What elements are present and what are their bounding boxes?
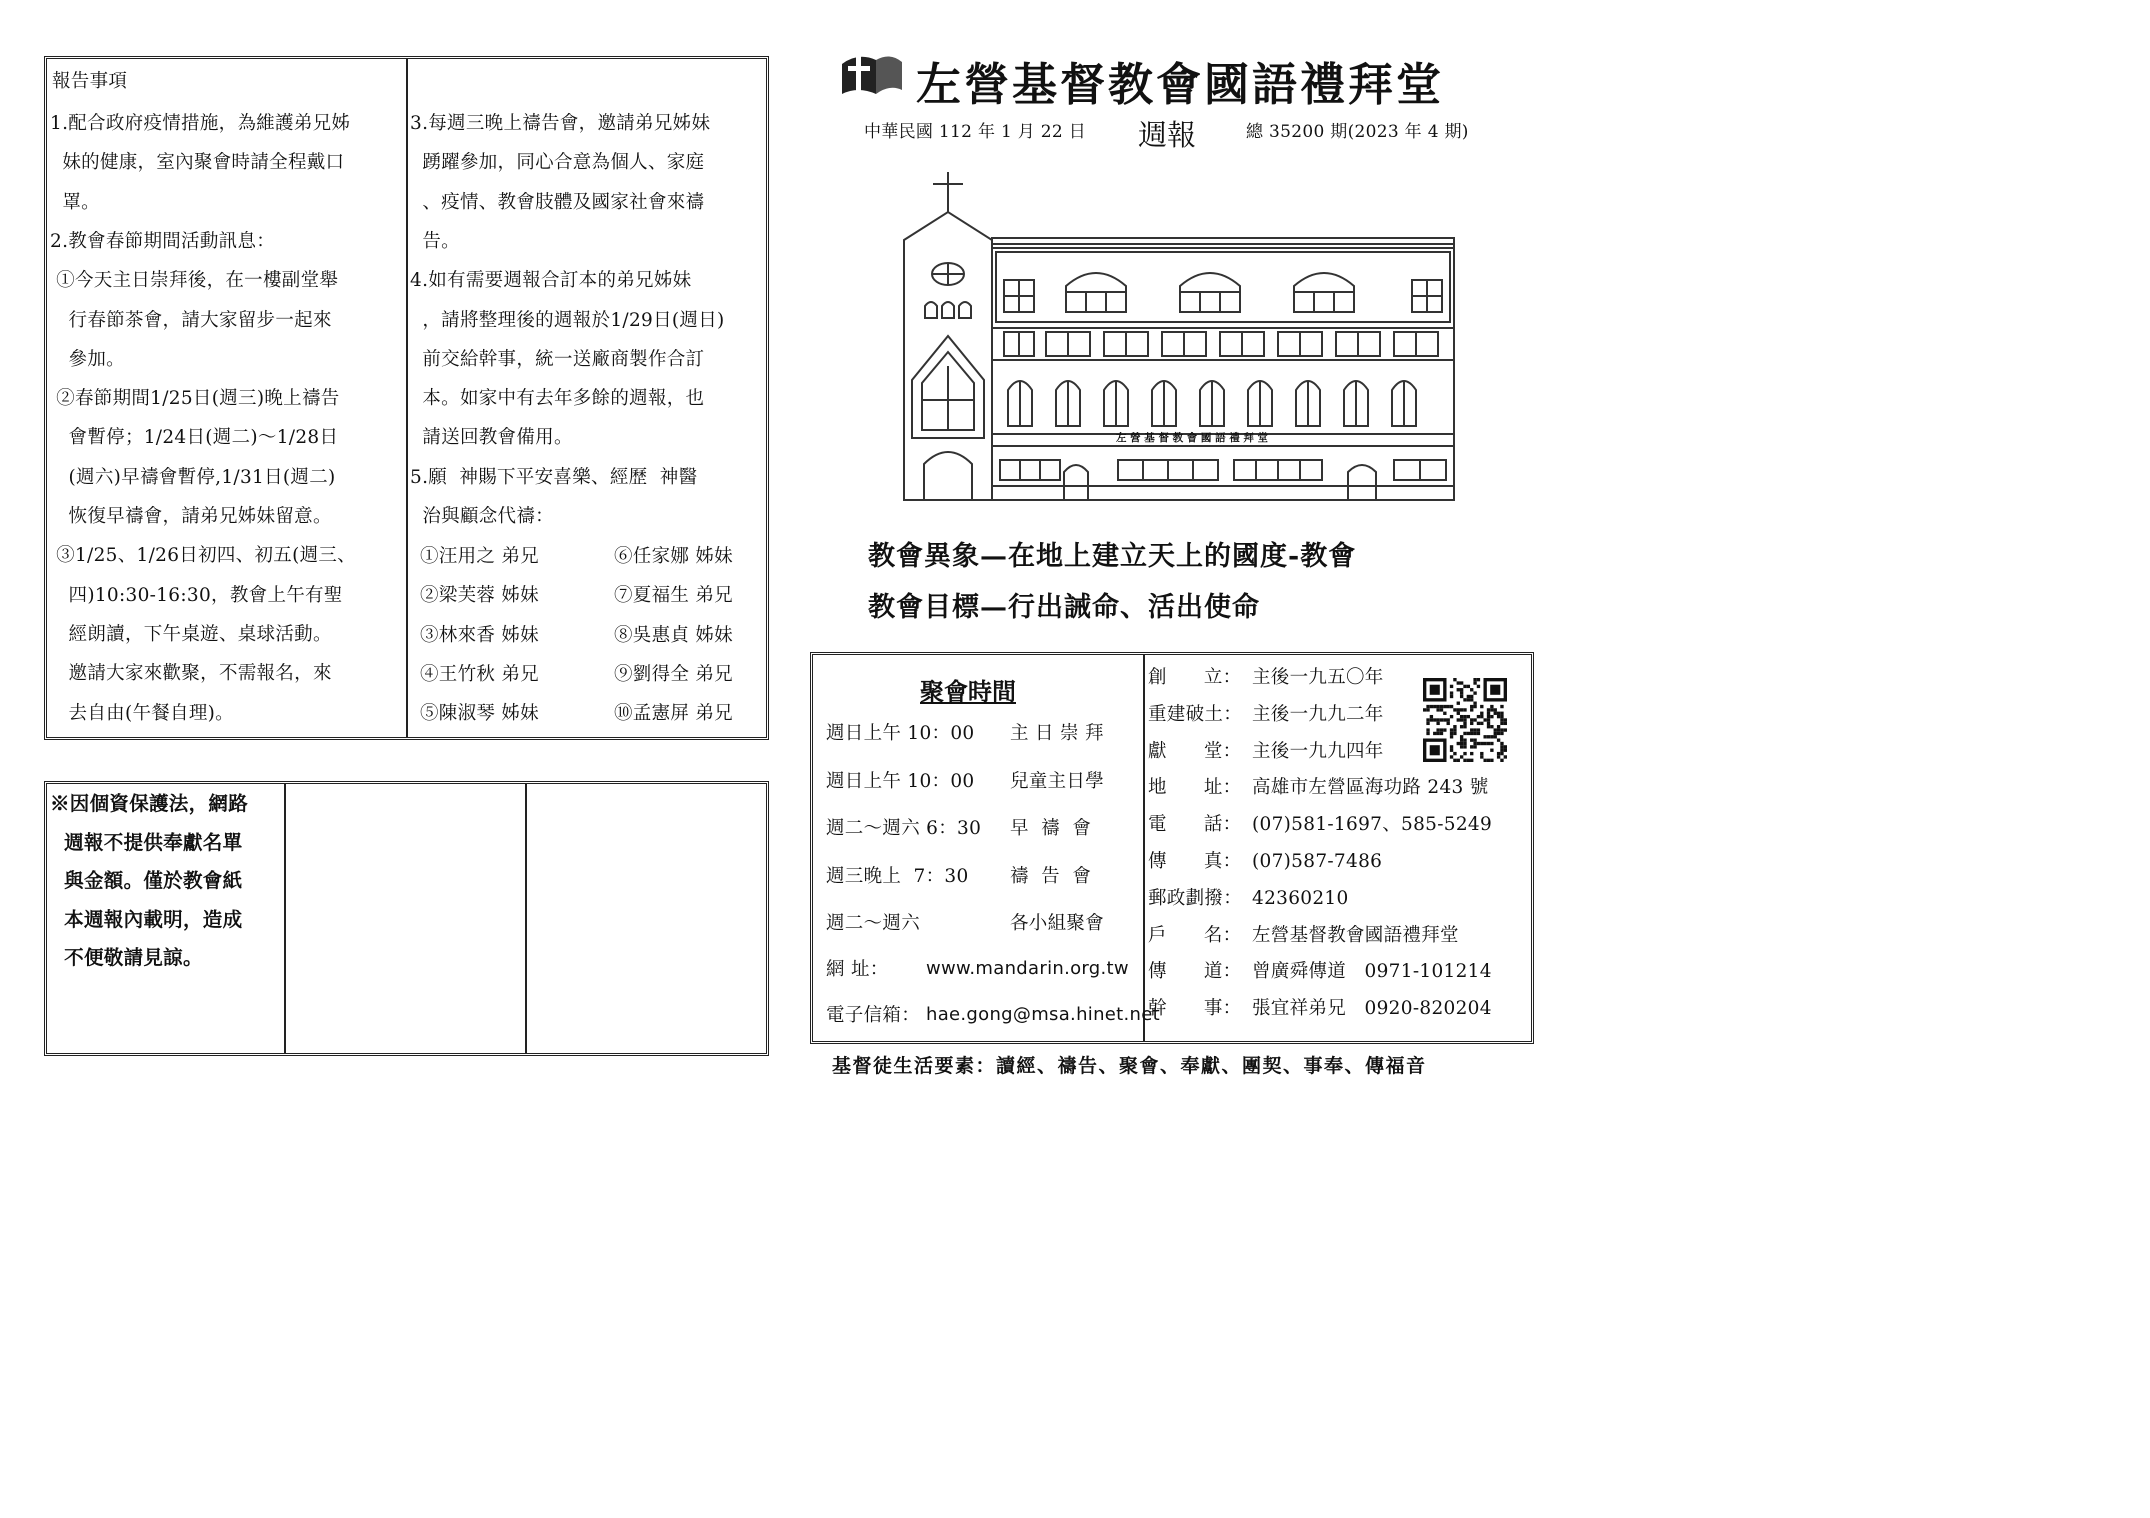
meeting-name: 兒童主日學: [1010, 770, 1105, 792]
announcement-line: 恢復早禱會，請弟兄姊妹留意。: [50, 506, 332, 527]
info-value: 曾廣舜傳道 0971-101214: [1252, 961, 1492, 983]
privacy-note-line: ※因個資保護法，網路: [50, 792, 249, 815]
info-value: 高雄市左營區海功路 243 號: [1252, 777, 1489, 799]
info-label: 電 話：: [1148, 814, 1242, 836]
announcement-line: 妹的健康，室內聚會時請全程戴口: [50, 152, 345, 174]
announcement-line: 前交給幹事，統一送廠商製作合訂: [410, 348, 705, 370]
meeting-time: 週日上午 10：00: [826, 770, 975, 792]
info-divider: [1143, 654, 1145, 1042]
info-label: 傳 道：: [1148, 961, 1242, 983]
info-label: 幹 事：: [1148, 998, 1242, 1020]
email-label: 電子信箱：: [826, 1005, 921, 1026]
announcement-line: ②春節期間1/25日(週三)晚上禱告: [50, 388, 340, 410]
announcement-line: 去自由(午餐自理)。: [50, 702, 234, 724]
prayer-name: ②梁芙蓉 姊妹: [420, 585, 539, 607]
prayer-name: ⑩孟憲屏 弟兄: [614, 703, 733, 725]
info-label: 重建破土：: [1148, 703, 1243, 725]
info-value: 左營基督教會國語禮拜堂: [1252, 924, 1459, 946]
prayer-name: ⑥任家娜 姊妹: [614, 546, 733, 567]
bulletin-label: 週報: [1138, 118, 1197, 152]
building-sign-text: 左 營 基 督 教 會 國 語 禮 拜 堂: [1116, 432, 1269, 444]
announcement-line: 行春節茶會，請大家留步一起來: [50, 309, 332, 331]
announcement-line: 四)10:30-16:30，教會上午有聖: [50, 584, 343, 606]
info-label: 戶 名：: [1148, 924, 1242, 946]
info-label: 傳 真：: [1148, 851, 1242, 872]
announcement-line: 請送回教會備用。: [410, 427, 573, 449]
meeting-name: 主 日 崇 拜: [1010, 723, 1104, 744]
church-logo: [836, 50, 906, 104]
church-name: 左營基督教會國語禮拜堂: [916, 58, 1445, 111]
info-label: 創 立：: [1148, 667, 1242, 688]
announcement-line: 、疫情、教會肢體及國家社會來禱: [410, 191, 705, 213]
meeting-time: 週日上午 10：00: [826, 723, 975, 744]
announcement-line: ①今天主日崇拜後，在一樓副堂舉: [50, 270, 339, 292]
privacy-note-line: 不便敬請見諒。: [50, 946, 203, 969]
announcement-line: 踴躍參加，同心合意為個人、家庭: [410, 152, 705, 174]
info-value: (07)581-1697、585-5249: [1252, 814, 1493, 836]
prayer-name: ⑨劉得全 弟兄: [614, 663, 733, 685]
announcement-line: 告。: [410, 230, 460, 252]
christian-life-essentials: 基督徒生活要素：讀經、禱告、聚會、奉獻、團契、事奉、傳福音: [832, 1055, 1427, 1077]
announcement-line: 2.教會春節期間活動訊息：: [50, 230, 276, 252]
prayer-name: ⑧吳惠貞 姊妹: [614, 624, 733, 646]
info-value: 42360210: [1252, 887, 1349, 909]
qr-code[interactable]: [1422, 678, 1508, 766]
announcement-line: 經朗讀，下午桌遊、桌球活動。: [50, 623, 332, 645]
privacy-note-line: 與金額。僅於教會紙: [50, 869, 243, 892]
meeting-name: 早 禱 會: [1010, 818, 1092, 839]
prayer-name: ④王竹秋 弟兄: [420, 663, 539, 685]
info-label: 地 址：: [1148, 777, 1242, 799]
announcement-line: 4.如有需要週報合訂本的弟兄姊妹: [410, 270, 692, 292]
meeting-time: 週二～週六 6：30: [826, 818, 982, 839]
info-value: 主後一九九二年: [1252, 703, 1384, 725]
info-value: 主後一九九四年: [1252, 740, 1384, 762]
meeting-time: 週二～週六: [826, 913, 921, 934]
announcement-line: ③1/25、1/26日初四、初五(週三、: [50, 545, 356, 567]
prayer-name: ⑦夏福生 弟兄: [614, 585, 733, 607]
meetings-heading: 聚會時間: [920, 677, 1016, 706]
meeting-name: 各小組聚會: [1010, 913, 1105, 934]
issue-number: 總 35200 期(2023 年 4 期): [1246, 122, 1469, 142]
info-value: 主後一九五〇年: [1252, 667, 1384, 688]
announcement-line: 罩。: [50, 191, 100, 213]
meeting-time: 週三晚上 7：30: [826, 865, 969, 887]
announcements-divider: [406, 58, 408, 738]
prayer-name: ⑤陳淑琴 姊妹: [420, 703, 539, 725]
announcement-line: 3.每週三晚上禱告會，邀請弟兄姊妹: [410, 113, 711, 134]
church-building-illustration: [896, 168, 1476, 508]
privacy-note-line: 週報不提供奉獻名單: [50, 830, 243, 854]
bulletin-date: 中華民國 112 年 1 月 22 日: [864, 122, 1087, 142]
announcements-heading: 報告事項: [52, 71, 128, 92]
announcement-line: 邀請大家來歡聚，不需報名，來: [50, 663, 332, 685]
info-label: 郵政劃撥：: [1148, 887, 1243, 909]
church-goal: 教會目標—行出誡命、活出使命: [868, 592, 1260, 623]
announcement-line: ，請將整理後的週報於1/29日(週日): [410, 309, 725, 331]
announcement-line: 參加。: [50, 348, 125, 370]
announcement-line: (週六)早禱會暫停,1/31日(週二): [50, 466, 336, 488]
offering-divider-2: [525, 783, 527, 1054]
announcement-line: 1.配合政府疫情措施，為維護弟兄姊: [50, 113, 351, 134]
church-vision: 教會異象—在地上建立天上的國度-教會: [868, 541, 1357, 572]
offering-divider-1: [284, 783, 286, 1054]
info-value: (07)587-7486: [1252, 851, 1383, 872]
prayer-name: ①汪用之 弟兄: [420, 546, 539, 567]
meeting-name: 禱 告 會: [1010, 865, 1092, 887]
prayer-name: ③林來香 姊妹: [420, 624, 539, 646]
website-link[interactable]: www.mandarin.org.tw: [926, 958, 1129, 979]
announcement-line: 本。如家中有去年多餘的週報，也: [410, 388, 705, 410]
announcement-line: 5.願 神賜下平安喜樂、經歷 神醫: [410, 466, 698, 488]
email-link[interactable]: hae.gong@msa.hinet.net: [926, 1004, 1160, 1025]
announcement-line: 會暫停；1/24日(週二)～1/28日: [50, 427, 339, 449]
website-label: 網 址：: [826, 959, 889, 980]
privacy-note-line: 本週報內載明，造成: [50, 907, 243, 931]
announcement-line: 治與顧念代禱：: [410, 506, 554, 527]
info-value: 張宜祥弟兄 0920-820204: [1252, 998, 1492, 1020]
info-label: 獻 堂：: [1148, 740, 1242, 762]
